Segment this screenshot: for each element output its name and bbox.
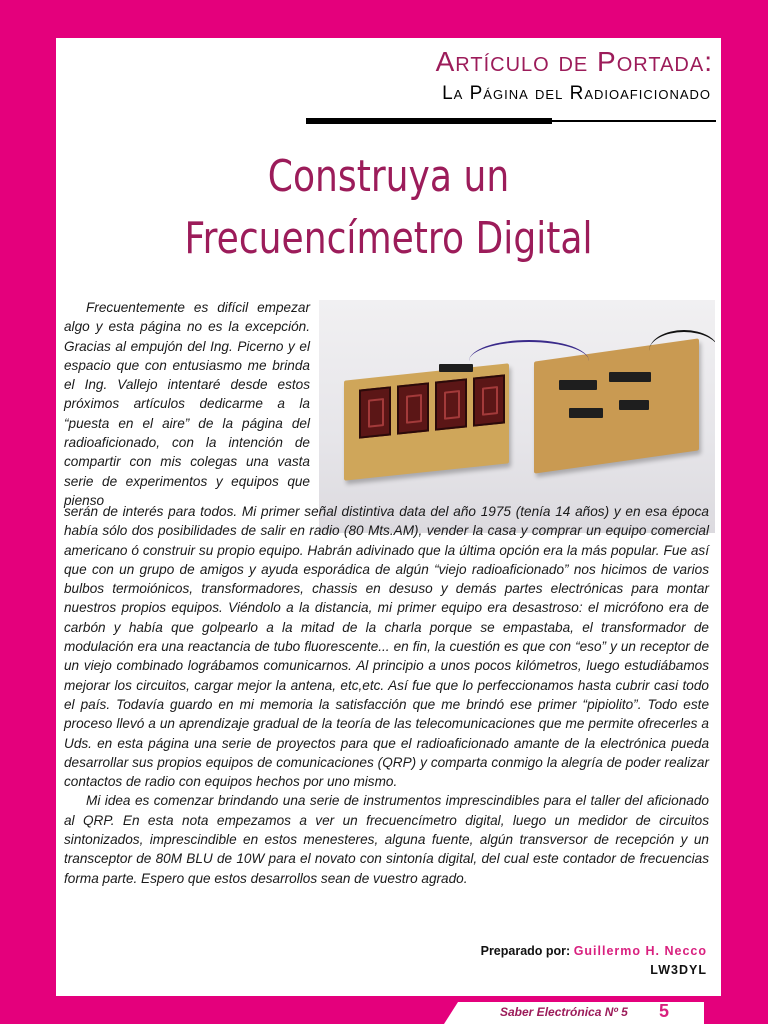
wire: [649, 330, 715, 372]
article-headline: [116, 146, 661, 270]
body-text: [64, 502, 709, 888]
byline-author: Guillermo H. Necco: [573, 944, 707, 958]
seven-segment-digit: [397, 382, 429, 434]
footer-magazine: Saber Electrónica Nº 5: [500, 1005, 628, 1019]
intro-paragraph: Frecuentemente es difícil empezar algo y esta página no es la excepción. Gracias al empujón del Ing. Picerno y el espacio que con entusiasmo me brinda el Ing. Vallejo intentaré desde estos próximos artículos dedicarme a la “puesta en el aire” de la página del radioaficionado, con la intención de compartir con mis colegas una vasta serie de experimentos y equipos que pienso: [64, 300, 310, 508]
wire: [469, 340, 589, 382]
seven-segment-digit: [359, 386, 391, 438]
section-title: Artículo de Portada:: [435, 46, 713, 77]
seven-segment-digit: [435, 378, 467, 430]
ic-chip: [619, 400, 649, 410]
ic-chip: [569, 408, 603, 418]
headline-line-2: Frecuencímetro Digital: [184, 213, 593, 264]
page-number: 5: [659, 1001, 670, 1021]
ic-chip: [439, 364, 473, 372]
author-callsign: LW3DYL: [650, 963, 707, 977]
title-rule-thin: [552, 120, 716, 122]
ic-chip: [609, 372, 651, 382]
intro-text: [64, 298, 310, 510]
circuit-board-photo: [319, 300, 715, 533]
byline-prefix: Preparado por:: [480, 944, 574, 958]
section-subtitle: La Página del Radioaficionado: [442, 83, 711, 104]
title-rule-thick: [306, 118, 552, 124]
article-page: [56, 38, 721, 996]
byline: [481, 944, 707, 958]
body-paragraph-2: Mi idea es comenzar brindando una serie de instrumentos imprescindibles para el taller del aficionado al QRP. En esta nota empezamos a ver un frecuencímetro digital, luego un medidor de circuitos sintonizados, imprescindible en estos menesteres, alguna fuente, algún transversor de recepción y un transceptor de 80M BLU de 10W para el novato con sintonía digital, del cual este contador de frecuencias forma parte. Espero que estos desarrollos sean de vuestro agrado.: [64, 793, 709, 886]
seven-segment-digit: [473, 374, 505, 426]
headline-line-1: Construya un: [267, 151, 510, 202]
ic-chip: [559, 380, 597, 390]
body-paragraph-continuation: serán de interés para todos. Mi primer señal distintiva data del año 1975 (tenía 14 años) y en esa época había sólo dos posibilidades de salir en radio (80 Mts.AM), vender la casa y comprar un equipo comercial americano ó construir su propio equipo. Habrán adivinado que la última opción era la más popular. Fue así que con un grupo de amigos y ayuda esporádica de algún “viejo radioaficionado” nos hicimos de varios bulbos termoiónicos, transformadores, chassis en desuso y demás partes electrónicas para montar nuestros propios equipos. Viéndolo a la distancia, mi primer equipo era desastroso: el micrófono era de carbón y había que golpearlo a la mitad de la charla porque se empastaba, el transformador de modulación era una reactancia de tubo fluorescente... en fin, la cuestión es que con “eso” y un receptor de un viejo combinado lográbamos comunicarnos. Al principio a unos pocos kilómetros, luego estudiábamos mejorar los circuitos, cargar mejor la antena, etc,etc. Así fue que lo perfeccionamos hasta cubrir casi todo el país. Todavía guardo en mi memoria la satisfacción que me brindó ese primer “pipiolito”. Todo este proceso llevó a un aprendizaje gradual de la teoría de las telecomunicaciones que me permite ofrecerles a Uds. en esta página una serie de proyectos para que el radioaficionado amante de la electrónica pueda desarrollar sus propios equipos de comunicaciones (QRP) y comparta conmigo la alegría de poder realizar contactos de radio con equipos hechos por uno mismo.: [64, 504, 709, 790]
